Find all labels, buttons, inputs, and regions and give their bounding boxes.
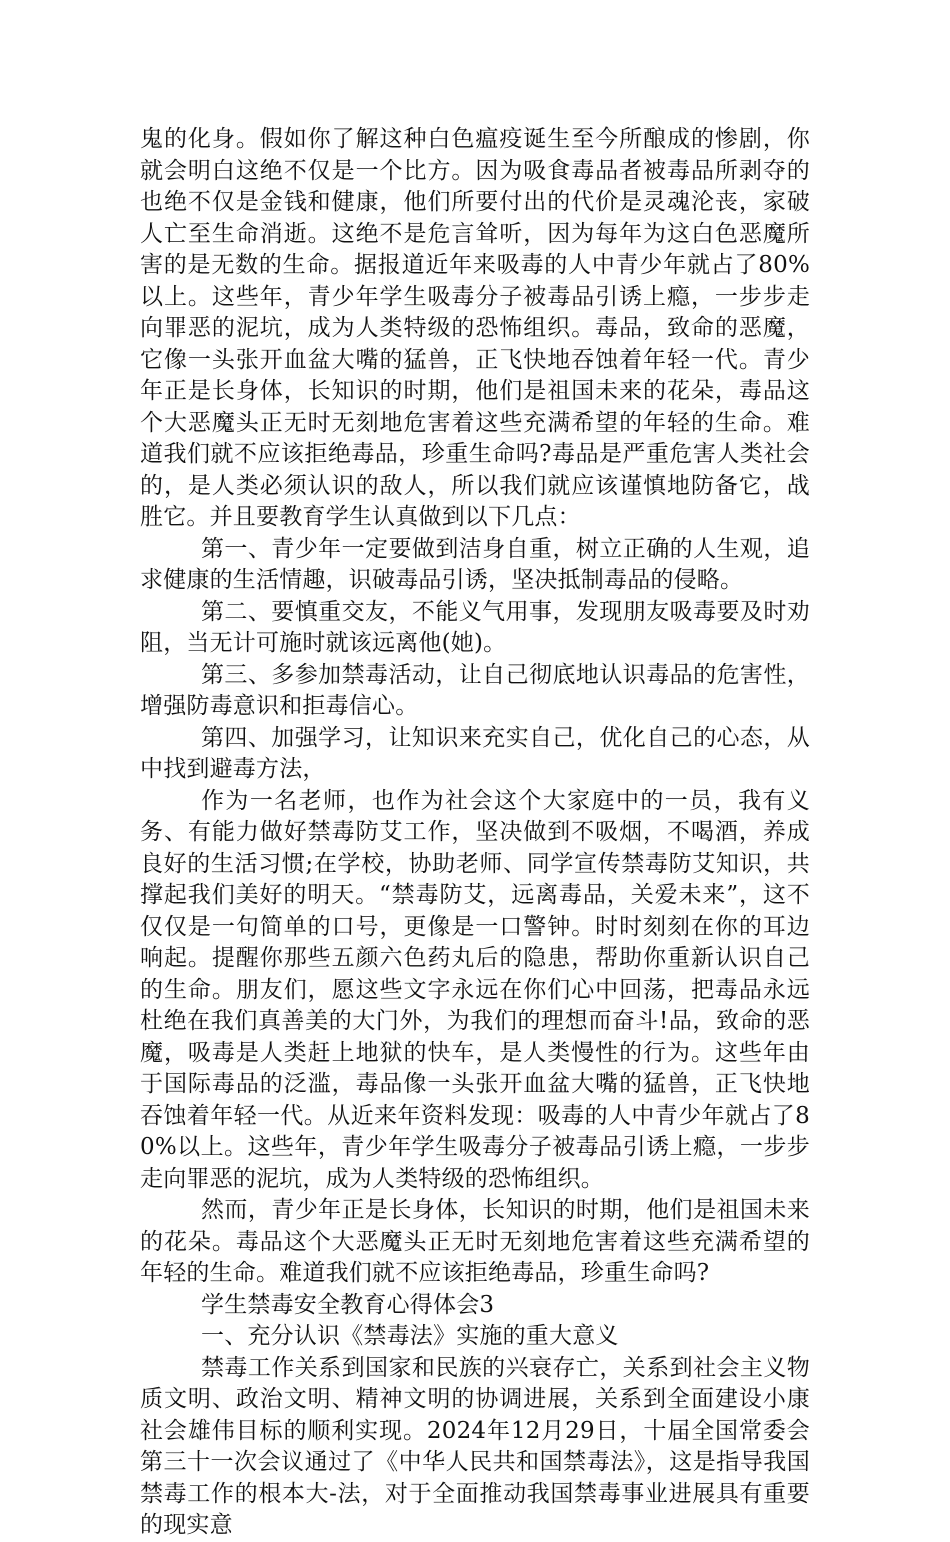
section-title: 学生禁毒安全教育心得体会3 — [201, 1291, 495, 1318]
paragraph-3: 第二、要慎重交友，不能义气用事，发现朋友吸毒要及时劝阻，当无计可施时就该远离他(她)。 — [140, 598, 810, 656]
paragraph-7: 然而，青少年正是长身体，长知识的时期，他们是祖国未来的花朵。毒品这个大恶魔头正无时无刻地危害着这些充满希望的年轻的生命。难道我们就不应该拒绝毒品，珍重生命吗? — [140, 1197, 810, 1286]
paragraph-6: 作为一名老师，也作为社会这个大家庭中的一员，我有义务、有能力做好禁毒防艾工作，坚决做到不吸烟，不喝酒，养成良好的生活习惯;在学校，协助老师、同学宣传禁毒防艾知识，共撑起我们美好的明天。“禁毒防艾，远离毒品，关爱未来”，这不仅仅是一句简单的口号，更像是一口警钟。时时刻刻在你的耳边响起。提醒你那些五颜六色药丸后的隐患，帮助你重新认识自己的生命。朋友们，愿这些文字永远在你们心中回荡，把毒品永远杜绝在我们真善美的大门外，为我们的理想而奋斗!品，致命的恶魔，吸毒是人类赶上地狱的快车，是人类慢性的行为。这些年由于国际毒品的泛滥，毒品像一头张开血盆大嘴的猛兽，正飞快地吞蚀着年轻一代。从近来年资料发现：吸毒的人中青少年就占了80%以上。这些年，青少年学生吸毒分子被毒品引诱上瘾，一步步走向罪恶的泥坑，成为人类特级的恐怖组织。 — [140, 787, 810, 1192]
subsection-heading: 一、充分认识《禁毒法》实施的重大意义 — [201, 1323, 619, 1349]
paragraph-2: 第一、青少年一定要做到洁身自重，树立正确的人生观，追求健康的生活情趣，识破毒品引诱，坚决抵制毒品的侵略。 — [140, 535, 810, 593]
paragraph-5: 第四、加强学习，让知识来充实自己，优化自己的心态，从中找到避毒方法， — [140, 724, 810, 782]
paragraph-4: 第三、多参加禁毒活动，让自己彻底地认识毒品的危害性，增强防毒意识和拒毒信心。 — [140, 661, 810, 719]
document-body — [140, 124, 810, 1542]
paragraph-1: 鬼的化身。假如你了解这种白色瘟疫诞生至今所酿成的惨剧，你就会明白这绝不仅是一个比方。因为吸食毒品者被毒品所剥夺的也绝不仅是金钱和健康，他们所要付出的代价是灵魂沦丧，家破人亡至生命消逝。这绝不是危言耸听，因为每年为这白色恶魔所害的是无数的生命。据报道近年来吸毒的人中青少年就占了80%以上。这些年，青少年学生吸毒分子被毒品引诱上瘾，一步步走向罪恶的泥坑，成为人类特级的恐怖组织。毒品，致命的恶魔，它像一头张开血盆大嘴的猛兽，正飞快地吞蚀着年轻一代。青少年正是长身体，长知识的时期，他们是祖国未来的花朵，毒品这个大恶魔头正无时无刻地危害着这些充满希望的年轻的生命。难道我们就不应该拒绝毒品，珍重生命吗?毒品是严重危害人类社会的，是人类必须认识的敌人，所以我们就应该谨慎地防备它，战胜它。并且要教育学生认真做到以下几点： — [140, 126, 810, 530]
paragraph-10: 禁毒工作关系到国家和民族的兴衰存亡，关系到社会主义物质文明、政治文明、精神文明的协调进展，关系到全面建设小康社会雄伟目标的顺利实现。2024年12月29日，十届全国常委会第三十一次会议通过了《中华人民共和国禁毒法》，这是指导我国禁毒工作的根本大-法，对于全面推动我国禁毒事业进展具有重要的现实意 — [140, 1354, 810, 1538]
